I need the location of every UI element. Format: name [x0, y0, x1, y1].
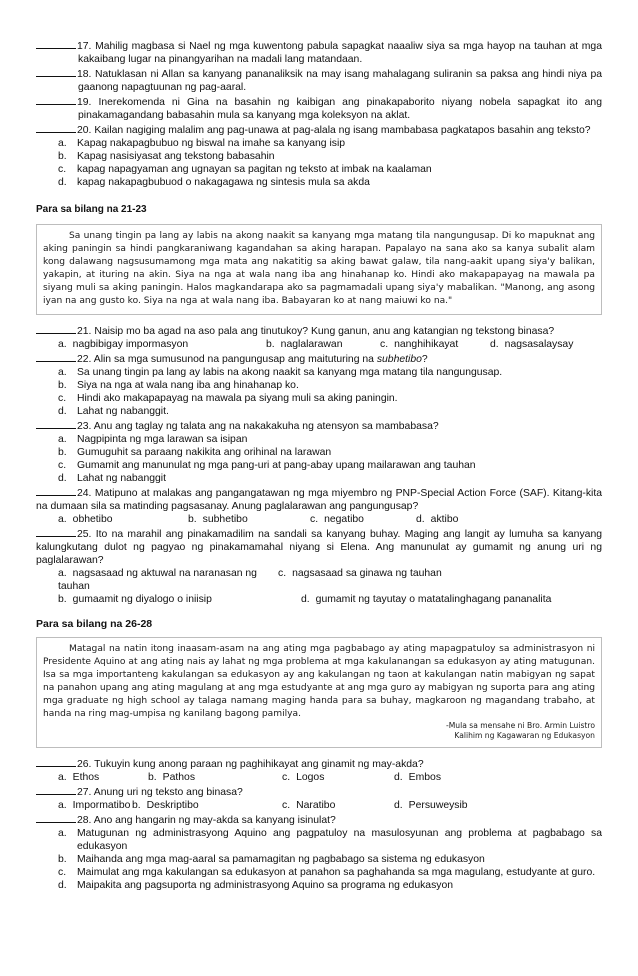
credit-title: Kalihim ng Kagawaran ng Edukasyon [454, 731, 595, 740]
option-text: Sa unang tingin pa lang ay labis na akong naakit sa kanyang mga matang tila nangungusap. [77, 367, 503, 378]
option [36, 433, 602, 446]
passage-text: Sa unang tingin pa lang ay labis na akong naakit sa kanyang mga matang tila nangungusap. Di ko mapuknat ang aking paningin sa hindi pangkaraniwang kagandahan sa aking harapan. Papalayo na sana ako sa kanya subalit alam kong dalawang nagsusumamong mga mata ang nakatitig sa aking bawat galaw, tila nang-aakit upang siya'y balikan, yakapin, at ituring na akin. Siya na nga at wala nang iba ang hinahanap ko. Hindi ako makapapayag na mawala pa siyang muli sa aking paningin. Halos magkandarapa ako sa pagmamadali upang siya'y mabalikan. "Manong, ang asong iyan na ang gusto ko. Siya na nga at wala nang iba. Babayaran ko at nang maiuwi ko na." [43, 231, 595, 306]
option [394, 771, 441, 784]
options-row [36, 593, 602, 606]
option [36, 866, 602, 879]
option [36, 379, 602, 392]
option-text: nagbibigay impormasyon [72, 339, 189, 350]
question-25 [36, 526, 602, 567]
option-text: aktibo [430, 514, 459, 525]
option-letter: c. [58, 164, 67, 175]
options-row [36, 513, 602, 526]
question-text: 23. Anu ang taglay ng talata ang na nakakakuha ng atensyon sa mambabasa? [77, 421, 439, 432]
option-text: Maipakita ang pagsuporta ng administrasyong Aquino sa programa ng edukasyon [77, 880, 454, 891]
option-text: Gumuguhit sa paraang nakikita ang orihinal na larawan [77, 447, 332, 458]
answer-blank[interactable] [36, 351, 76, 362]
question-17 [36, 38, 602, 66]
option [301, 593, 551, 606]
reading-passage [36, 637, 602, 748]
option [36, 827, 602, 853]
options-row [36, 338, 602, 351]
option-letter: c. [58, 393, 67, 404]
answer-blank[interactable] [36, 38, 76, 49]
option [188, 513, 310, 526]
option [132, 799, 282, 812]
option-text: Kapag nasisiyasat ang tekstong babasahin [77, 151, 275, 162]
option-letter: a. [58, 339, 67, 350]
answer-blank[interactable] [36, 812, 76, 823]
option [266, 338, 380, 351]
answer-blank[interactable] [36, 756, 76, 767]
question-19 [36, 94, 602, 122]
answer-blank[interactable] [36, 526, 76, 537]
option [36, 366, 602, 379]
options-row [36, 771, 602, 784]
option-text: Embos [408, 772, 442, 783]
option-text: Maimulat ang mga kakulangan sa edukasyon at panahon sa paghahanda sa mga magulang, estudyante at guro. [77, 867, 596, 878]
option [58, 593, 301, 606]
option-letter: a. [58, 828, 67, 839]
option [36, 176, 602, 189]
option-text: Siya na nga at wala nang iba ang hinahanap ko. [77, 380, 299, 391]
option-text: Gumamit ang manunulat ng mga pang-uri at pang-abay upang mailarawan ang tauhan [77, 460, 476, 471]
section-heading: Para sa bilang na 26-28 [36, 618, 153, 630]
option-letter: d. [58, 880, 67, 891]
option [58, 799, 132, 812]
option-text: nagsasaad sa ginawa ng tauhan [292, 568, 442, 579]
option-letter: b. [58, 854, 67, 865]
question-text: 20. Kailan nagiging malalim ang pag-unawa at pag-alala ng isang mambabasa pagkatapos basahin ang teksto? [77, 125, 591, 136]
option-letter: d. [394, 772, 403, 783]
option-text: nagsasaad ng aktuwal na naranasan ng tauhan [58, 568, 257, 592]
option-letter: c. [380, 339, 389, 350]
option-letter: b. [148, 772, 157, 783]
option-letter: a. [58, 800, 67, 811]
credit-source: -Mula sa mensahe ni Bro. Armin Luistro [445, 721, 595, 730]
option-letter: c. [58, 460, 67, 471]
option [36, 392, 602, 405]
option-letter: a. [58, 434, 67, 445]
option-letter: c. [278, 568, 287, 579]
option-letter: a. [58, 568, 67, 579]
answer-blank[interactable] [36, 66, 76, 77]
question-text: 21. Naisip mo ba agad na aso pala ang tinutukoy? Kung ganun, anu ang katangian ng tekstong binasa? [77, 326, 555, 337]
option-text: Pathos [162, 772, 196, 783]
option [36, 405, 602, 418]
option [36, 446, 602, 459]
question-text: 28. Ano ang hangarin ng may-akda sa kanyang isinulat? [77, 815, 336, 826]
option-text: Naratibo [296, 800, 336, 811]
option-text: Hindi ako makapapayag na mawala pa siyang muli sa aking paningin. [77, 393, 398, 404]
option-text: negatibo [324, 514, 364, 525]
option-letter: c. [310, 514, 319, 525]
option [36, 459, 602, 472]
option-text: kapag napagyaman ang ugnayan sa pagitan ng teksto at imbak na kaalaman [77, 164, 432, 175]
option-text: kapag nakapagbubuod o nakagagawa ng sintesis mula sa akda [77, 177, 370, 188]
option-letter: b. [58, 447, 67, 458]
question-text: 27. Anung uri ng teksto ang binasa? [77, 787, 243, 798]
question-text: 17. Mahilig magbasa si Nael ng mga kuwentong pabula sapagkat naaaliw siya sa mga hayop na tauhan at mga kakaibang lugar na pinangyarihan na madali lang matandaan. [77, 41, 602, 65]
option-text: nagsasalaysay [504, 339, 574, 350]
option-text: Lahat ng nabanggit. [77, 406, 169, 417]
option [36, 472, 602, 485]
option-letter: b. [188, 514, 197, 525]
option [58, 513, 188, 526]
question-text: 25. Ito na marahil ang pinakamadilim na sandali sa kanyang buhay. Maging ang langit ay lumuha sa kanyang kalungkutang dulot ng pagyao ng pinakamamahal niyang si Elena. Ang manunulat ay gumamit ng anung uri ng paglalarawan? [36, 529, 602, 566]
option-text: subhetibo [202, 514, 248, 525]
option [58, 567, 278, 593]
question-end: ? [421, 354, 428, 365]
answer-blank[interactable] [36, 784, 76, 795]
question-26 [36, 756, 602, 771]
question-text: 26. Tukuyin kung anong paraan ng paghihikayat ang ginamit ng may-akda? [77, 759, 424, 770]
option-text: Logos [296, 772, 325, 783]
option-letter: d. [301, 594, 310, 605]
option-text: obhetibo [72, 514, 113, 525]
option-text: Impormatibo [72, 800, 131, 811]
option-letter: d. [58, 177, 67, 188]
question-27 [36, 784, 602, 799]
answer-blank[interactable] [36, 323, 76, 334]
option-text: gumaamit ng diyalogo o iniisip [72, 594, 212, 605]
option-text: Ethos [72, 772, 100, 783]
option-letter: a. [58, 514, 67, 525]
question-18 [36, 66, 602, 94]
option-letter: a. [58, 367, 67, 378]
option [36, 853, 602, 866]
option [36, 150, 602, 163]
options-row [36, 799, 602, 812]
option [380, 338, 490, 351]
option-letter: b. [132, 800, 141, 811]
option-letter: d. [58, 406, 67, 417]
answer-blank[interactable] [36, 485, 76, 496]
option [58, 338, 266, 351]
question-emphasis: subhetibo [376, 354, 422, 365]
option [148, 771, 282, 784]
section-heading: Para sa bilang na 21-23 [36, 204, 147, 215]
option [490, 338, 573, 351]
answer-blank[interactable] [36, 418, 76, 429]
option-text: Kapag nakapagbubuo ng biswal na imahe sa kanyang isip [77, 138, 346, 149]
option-letter: d. [58, 473, 67, 484]
option [278, 567, 442, 593]
option-letter: d. [394, 800, 403, 811]
option-text: gumamit ng tayutay o matatalinghagang pananalita [315, 594, 552, 605]
question-text: 24. Matipuno at malakas ang pangangatawan ng mga miyembro ng PNP-Special Action Force (SAF). Kitang-kita na dumaan sila sa matinding pagsasanay. Anung paglalarawan ang pangungusap? [36, 488, 602, 512]
option-text: Matugunan ng administrasyong Aquino ang pagpatuloy na masulosyunan ang problema at pagbabago sa edukasyon [77, 828, 602, 852]
question-22 [36, 351, 602, 366]
option [394, 799, 468, 812]
question-text: 18. Natuklasan ni Allan sa kanyang pananaliksik na may isang mahalagang suliranin sa paksa ang hindi niya pa gaanong napagtuunan ng pag-aaral. [77, 69, 602, 93]
option-letter: d. [490, 339, 499, 350]
question-28 [36, 812, 602, 827]
option [36, 163, 602, 176]
option-letter: c. [58, 867, 67, 878]
reading-passage [36, 224, 602, 315]
option-letter: c. [282, 800, 291, 811]
option [36, 879, 602, 892]
option-text: Persuweysib [408, 800, 468, 811]
question-21 [36, 323, 602, 338]
option [416, 513, 458, 526]
answer-blank[interactable] [36, 94, 76, 105]
option-letter: b. [58, 151, 67, 162]
option-letter: a. [58, 138, 67, 149]
option [58, 771, 148, 784]
exam-page [36, 38, 602, 892]
option [310, 513, 416, 526]
option-text: Lahat ng nabanggit [77, 473, 166, 484]
answer-blank[interactable] [36, 122, 76, 133]
option-text: Nagpipinta ng mga larawan sa isipan [77, 434, 248, 445]
passage-credit [43, 721, 595, 741]
option-letter: a. [58, 772, 67, 783]
question-23 [36, 418, 602, 433]
options-row [36, 567, 602, 593]
question-24 [36, 485, 602, 513]
option-text: nanghihikayat [394, 339, 459, 350]
question-20 [36, 122, 602, 137]
option [282, 771, 394, 784]
option [282, 799, 394, 812]
option-letter: b. [58, 380, 67, 391]
question-text: 19. Inerekomenda ni Gina na basahin ng kaibigan ang pinakapaborito niyang nobela sapagkat ito ang pinakamagandang babasahin mula sa kanyang mga koleksyon na aklat. [77, 97, 602, 121]
question-text: 22. Alin sa mga sumusunod na pangungusap ang maituturing na [77, 354, 374, 365]
option-letter: c. [282, 772, 291, 783]
option-letter: b. [266, 339, 275, 350]
option-text: naglalarawan [280, 339, 343, 350]
option-letter: b. [58, 594, 67, 605]
option-text: Deskriptibo [146, 800, 199, 811]
option-text: Maihanda ang mga mag-aaral sa pamamagitan ng pagbabago sa sistema ng edukasyon [77, 854, 485, 865]
option-letter: d. [416, 514, 425, 525]
option [36, 137, 602, 150]
passage-text: Matagal na natin itong inaasam-asam na ang ating mga pagbabago ay ating mapagpatuloy sa administrasyon ni Presidente Aquino at ang ating nais ay lahat ng mga problema at mga kakulanangan sa edukasyon ay ating matugunan. Isa sa mga importanteng kakulangan sa edukasyon ay ang kakulangan ng taon at kakulangan natin mabigyan ng sapat na panahon upang ang ating magulang at ang mga estudyante at ang mga guro ay mabigyan ng suporta para ang ating mga graduate ng high school ay talaga namang maging handa para sa buhay, magkaroon ng magandang trabaho, at handa na ring mag-umpisa ng kanilang bagong pamilya. [43, 644, 595, 719]
